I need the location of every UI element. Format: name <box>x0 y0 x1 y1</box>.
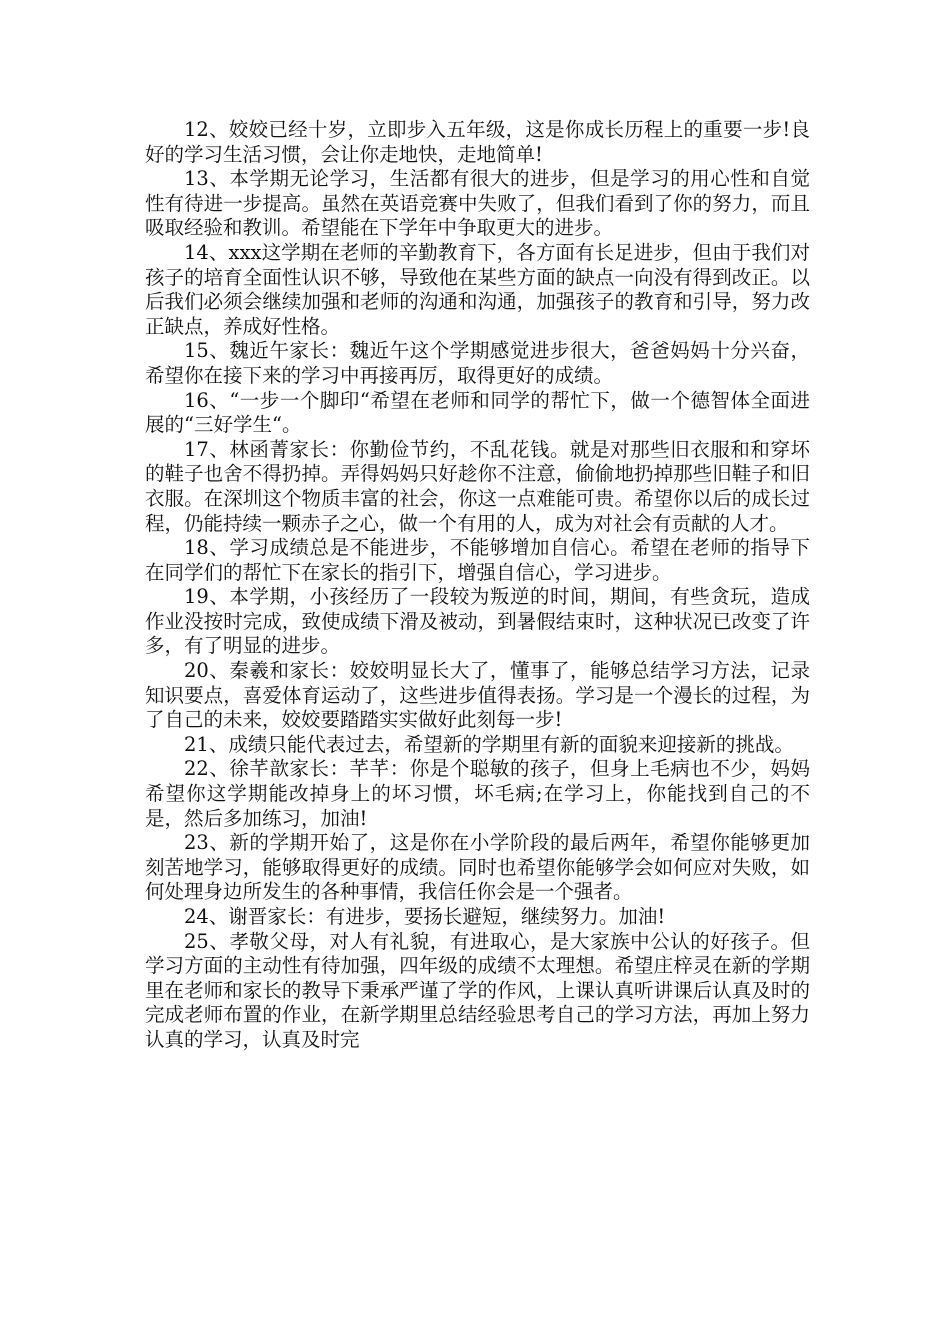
comment-paragraph-22: 22、徐芊歆家长：芊芊：你是个聪敏的孩子，但身上毛病也不少，妈妈希望你这学期能改掉身上的坏习惯，坏毛病;在学习上，你能找到自己的不是，然后多加练习，加油! <box>145 757 810 830</box>
comment-paragraph-17: 17、林函菁家长：你勤俭节约，不乱花钱。就是对那些旧衣服和和穿坏的鞋子也舍不得扔掉。弄得妈妈只好趁你不注意，偷偷地扔掉那些旧鞋子和旧衣服。在深圳这个物质丰富的社会，你这一点难能可贵。希望你以后的成长过程，仍能持续一颗赤子之心，做一个有用的人，成为对社会有贡献的人才。 <box>145 437 810 535</box>
comment-paragraph-15: 15、魏近午家长：魏近午这个学期感觉进步很大，爸爸妈妈十分兴奋，希望你在接下来的学习中再接再厉，取得更好的成绩。 <box>145 339 810 387</box>
comment-paragraph-13: 13、本学期无论学习，生活都有很大的进步，但是学习的用心性和自觉性有待进一步提高。虽然在英语竞赛中失败了，但我们看到了你的努力，而且吸取经验和教训。希望能在下学年中争取更大的进步。 <box>145 167 810 240</box>
comment-paragraph-20: 20、秦羲和家长：姣姣明显长大了，懂事了，能够总结学习方法，记录知识要点，喜爱体育运动了，这些进步值得表扬。学习是一个漫长的过程，为了自己的未来，姣姣要踏踏实实做好此刻每一步! <box>145 659 810 732</box>
comment-paragraph-25: 25、孝敬父母，对人有礼貌，有进取心，是大家族中公认的好孩子。但学习方面的主动性有待加强，四年级的成绩不太理想。希望庄梓灵在新的学期里在老师和家长的教导下秉承严谨了学的作风，上课认真听讲课后认真及时的完成老师布置的作业，在新学期里总结经验思考自己的学习方法，再加上努力认真的学习，认真及时完 <box>145 929 810 1051</box>
comment-paragraph-16: 16、“一步一个脚印“希望在老师和同学的帮忙下，做一个德智体全面进展的“三好学生“。 <box>145 388 810 437</box>
comment-paragraph-12: 12、姣姣已经十岁，立即步入五年级，这是你成长历程上的重要一步!良好的学习生活习惯，会让你走地快，走地简单! <box>145 118 810 166</box>
comment-paragraph-18: 18、学习成绩总是不能进步，不能够增加自信心。希望在老师的指导下在同学们的帮忙下在家长的指引下，增强自信心，学习进步。 <box>145 536 810 584</box>
comment-paragraph-19: 19、本学期，小孩经历了一段较为叛逆的时间，期间，有些贪玩，造成作业没按时完成，致使成绩下滑及被动，到暑假结束时，这种状况已改变了许多，有了明显的进步。 <box>145 585 810 658</box>
comment-paragraph-14: 14、xxx这学期在老师的辛勤教育下，各方面有长足进步，但由于我们对孩子的培育全面性认识不够，导致他在某些方面的缺点一向没有得到改正。以后我们必须会继续加强和老师的沟通和沟通，加强孩子的教育和引导，努力改正缺点，养成好性格。 <box>145 240 810 338</box>
comment-paragraph-23: 23、新的学期开始了，这是你在小学阶段的最后两年，希望你能够更加刻苦地学习，能够取得更好的成绩。同时也希望你能够学会如何应对失败，如何处理身边所发生的各种事情，我信任你会是一个强者。 <box>145 831 810 904</box>
comment-paragraph-21: 21、成绩只能代表过去，希望新的学期里有新的面貌来迎接新的挑战。 <box>184 732 794 756</box>
document-page <box>145 118 810 1053</box>
comment-paragraph-24: 24、谢晋家长：有进步，要扬长避短，继续努力。加油! <box>184 905 666 928</box>
